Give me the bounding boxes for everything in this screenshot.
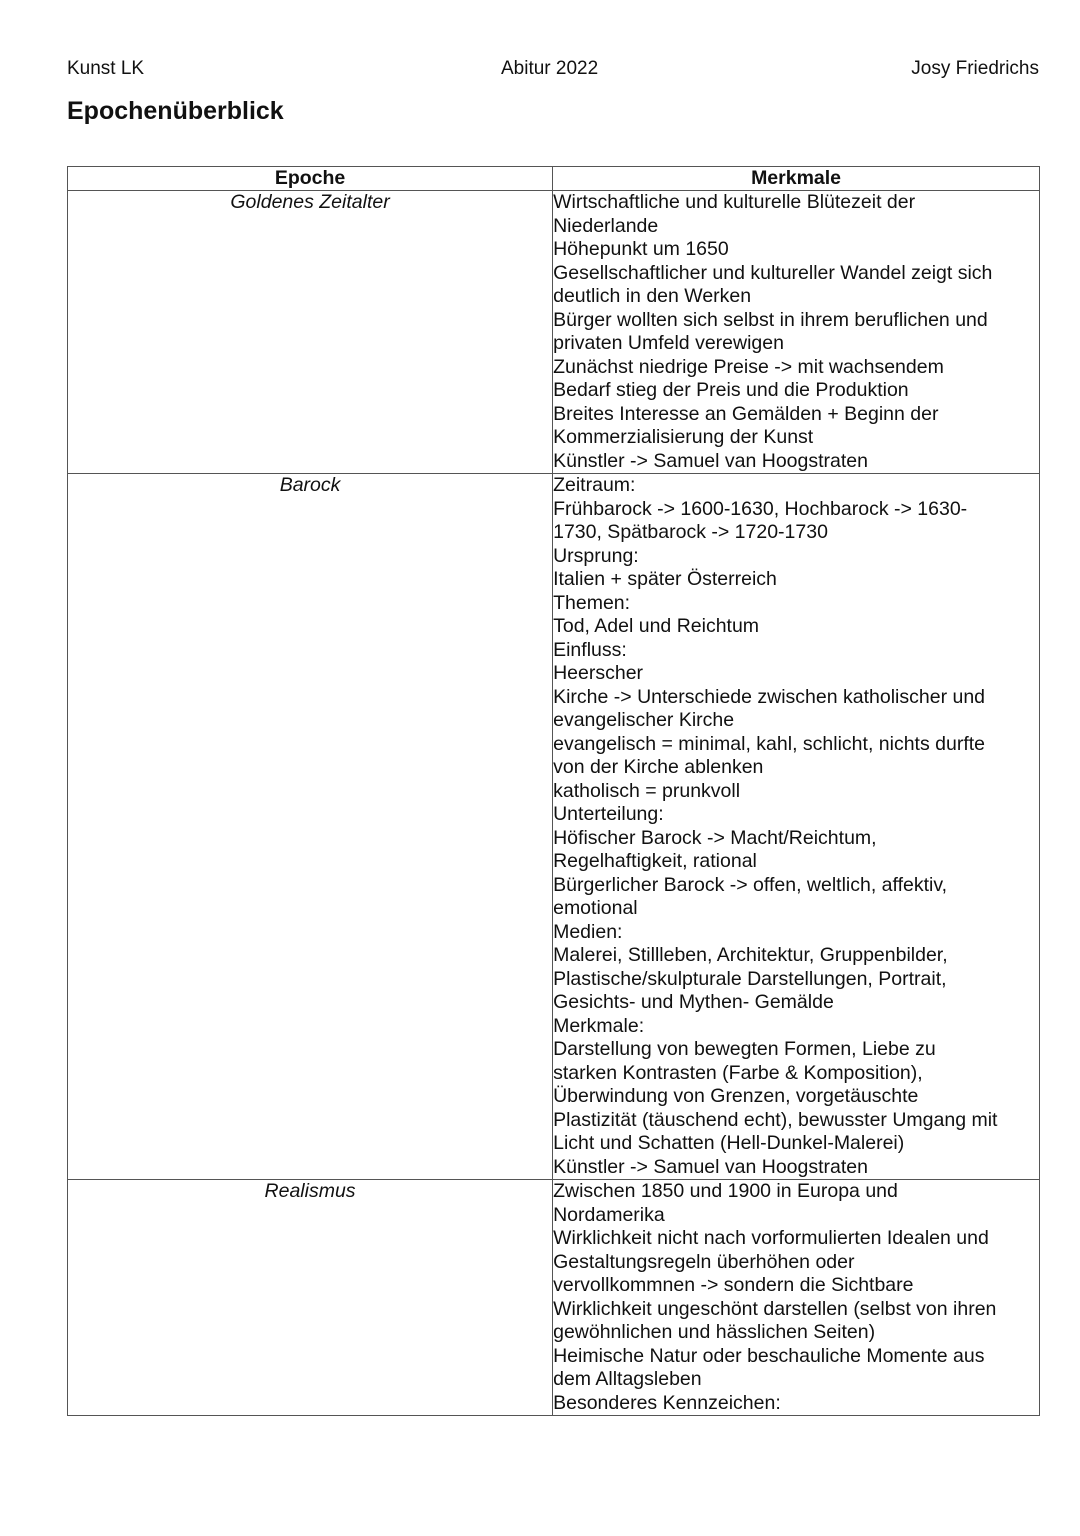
merkmale-cell: [553, 191, 1040, 474]
merkmal-line: Heerscher: [553, 662, 644, 684]
column-header-epoche: Epoche: [68, 167, 553, 191]
column-header-merkmale: Merkmale: [553, 167, 1040, 191]
merkmal-line: Nordamerika: [553, 1203, 665, 1226]
epochs-table: [67, 166, 1040, 1416]
merkmal-line: Höhepunkt um 1650: [553, 238, 729, 260]
merkmal-line: Zeitraum:: [553, 474, 636, 496]
merkmal-line: dem Alltagsleben: [553, 1368, 702, 1390]
merkmal-line: Wirklichkeit ungeschönt darstellen (selbst von ihren: [553, 1297, 997, 1320]
merkmal-line: Plastische/skulpturale Darstellungen, Portrait,: [553, 967, 947, 990]
course-label: Kunst LK: [67, 58, 145, 79]
merkmal-line: Gestaltungsregeln überhöhen oder: [553, 1250, 855, 1273]
merkmal-line: Zunächst niedrige Preise -> mit wachsendem: [553, 355, 944, 378]
merkmal-line: Tod, Adel und Reichtum: [553, 615, 760, 637]
merkmal-line: Wirklichkeit nicht nach vorformulierten Idealen und: [553, 1227, 989, 1249]
merkmal-line: Gesichts- und Mythen- Gemälde: [553, 991, 834, 1013]
merkmal-line: Künstler -> Samuel van Hoogstraten: [553, 449, 868, 472]
merkmal-line: Zwischen 1850 und 1900 in Europa und: [553, 1180, 898, 1202]
merkmal-line: Bürger wollten sich selbst in ihrem beruflichen und: [553, 308, 988, 331]
merkmal-line: privaten Umfeld verewigen: [553, 332, 784, 354]
merkmal-line: Darstellung von bewegten Formen, Liebe zu: [553, 1038, 936, 1060]
merkmale-cell: [553, 1180, 1040, 1416]
merkmal-line: evangelischer Kirche: [553, 709, 735, 731]
merkmal-line: emotional: [553, 897, 638, 919]
page-title: Epochenüberblick: [67, 97, 284, 125]
merkmale-cell: [553, 474, 1040, 1180]
merkmal-line: Malerei, Stillleben, Architektur, Gruppenbilder,: [553, 944, 948, 966]
merkmal-line: Ursprung:: [553, 544, 639, 567]
epoch-name-cell: Barock: [68, 474, 553, 1180]
merkmal-line: Medien:: [553, 920, 623, 943]
merkmal-line: 1730, Spätbarock -> 1720-1730: [553, 521, 828, 543]
epoch-name-cell: Goldenes Zeitalter: [68, 191, 553, 474]
merkmal-line: Kirche -> Unterschiede zwischen katholischer und: [553, 685, 986, 708]
merkmal-line: Kommerzialisierung der Kunst: [553, 426, 814, 448]
merkmal-line: Frühbarock -> 1600-1630, Hochbarock -> 1630-: [553, 497, 968, 520]
merkmal-line: von der Kirche ablenken: [553, 756, 764, 778]
table-row: [68, 474, 1040, 1180]
table-header-row: [68, 167, 1040, 191]
merkmal-line: Wirtschaftliche und kulturelle Blütezeit der: [553, 191, 916, 213]
merkmal-line: Höfischer Barock -> Macht/Reichtum,: [553, 826, 877, 849]
merkmal-line: Gesellschaftlicher und kultureller Wandel zeigt sich: [553, 261, 993, 284]
merkmal-line: Merkmale:: [553, 1014, 645, 1037]
exam-label: Abitur 2022: [501, 58, 599, 79]
merkmal-line: Plastizität (täuschend echt), bewusster Umgang mit: [553, 1108, 998, 1131]
merkmal-line: Niederlande: [553, 214, 659, 237]
merkmal-line: Themen:: [553, 591, 631, 614]
table-body: [68, 191, 1040, 1416]
table-row: [68, 1180, 1040, 1416]
merkmal-line: Bürgerlicher Barock -> offen, weltlich, affektiv,: [553, 873, 948, 896]
merkmal-line: Italien + später Österreich: [553, 568, 777, 590]
merkmal-line: starken Kontrasten (Farbe & Komposition),: [553, 1061, 923, 1084]
merkmal-line: Breites Interesse an Gemälden + Beginn der: [553, 402, 939, 425]
merkmal-line: deutlich in den Werken: [553, 285, 752, 307]
author-name: Josy Friedrichs: [911, 58, 1039, 79]
merkmal-line: gewöhnlichen und hässlichen Seiten): [553, 1321, 876, 1343]
page-header: [67, 58, 1039, 84]
merkmal-line: Überwindung von Grenzen, vorgetäuschte: [553, 1085, 919, 1107]
table-row: [68, 191, 1040, 474]
merkmal-line: Einfluss:: [553, 638, 627, 661]
merkmal-line: Bedarf stieg der Preis und die Produktion: [553, 379, 909, 401]
merkmal-line: Heimische Natur oder beschauliche Momente aus: [553, 1344, 985, 1367]
epoch-name-cell: Realismus: [68, 1180, 553, 1416]
merkmal-line: vervollkommnen -> sondern die Sichtbare: [553, 1274, 914, 1296]
merkmal-line: Besonderes Kennzeichen:: [553, 1391, 781, 1414]
merkmal-line: katholisch = prunkvoll: [553, 779, 741, 802]
merkmal-line: Unterteilung:: [553, 803, 664, 825]
merkmal-line: Regelhaftigkeit, rational: [553, 850, 757, 872]
merkmal-line: evangelisch = minimal, kahl, schlicht, nichts durfte: [553, 732, 985, 755]
merkmal-line: Licht und Schatten (Hell-Dunkel-Malerei): [553, 1132, 905, 1154]
merkmal-line: Künstler -> Samuel van Hoogstraten: [553, 1155, 868, 1178]
